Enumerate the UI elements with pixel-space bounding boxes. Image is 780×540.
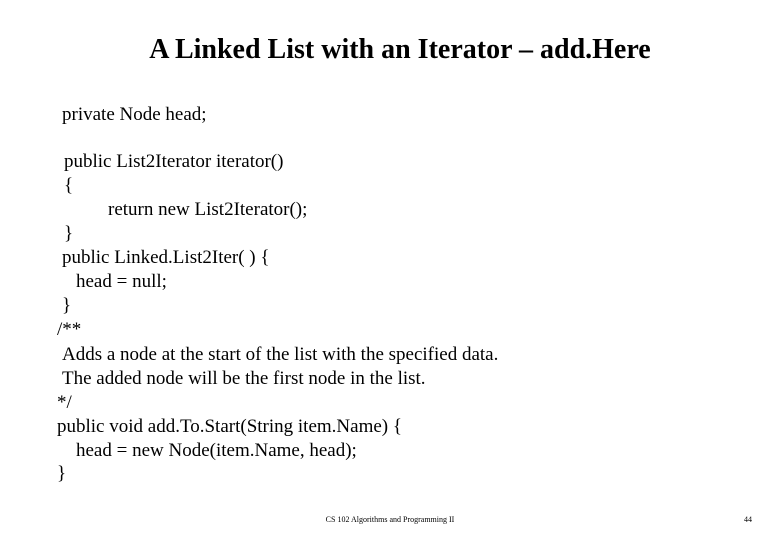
code-line: public void add.To.Start(String item.Name) { bbox=[57, 416, 402, 437]
slide-footer: CS 102 Algorithms and Programming II bbox=[325, 515, 455, 524]
code-line: } bbox=[62, 295, 72, 316]
code-line: } bbox=[57, 463, 67, 484]
comment-line: Adds a node at the start of the list with the specified data. bbox=[62, 344, 499, 365]
slide-title: A Linked List with an Iterator – add.Here bbox=[149, 34, 651, 65]
comment-line: /** bbox=[57, 319, 82, 340]
comment-line: */ bbox=[57, 392, 72, 413]
code-line: head = new Node(item.Name, head); bbox=[76, 440, 357, 461]
code-line: head = null; bbox=[76, 271, 167, 292]
code-line: { bbox=[64, 175, 74, 196]
code-line: public List2Iterator iterator() bbox=[64, 151, 284, 172]
code-line: } bbox=[64, 223, 74, 244]
comment-line: The added node will be the first node in the list. bbox=[62, 368, 426, 389]
code-line: return new List2Iterator(); bbox=[108, 199, 308, 220]
code-line: private Node head; bbox=[62, 104, 207, 125]
code-line: public Linked.List2Iter( ) { bbox=[62, 247, 270, 268]
page-number: 44 bbox=[744, 515, 752, 524]
